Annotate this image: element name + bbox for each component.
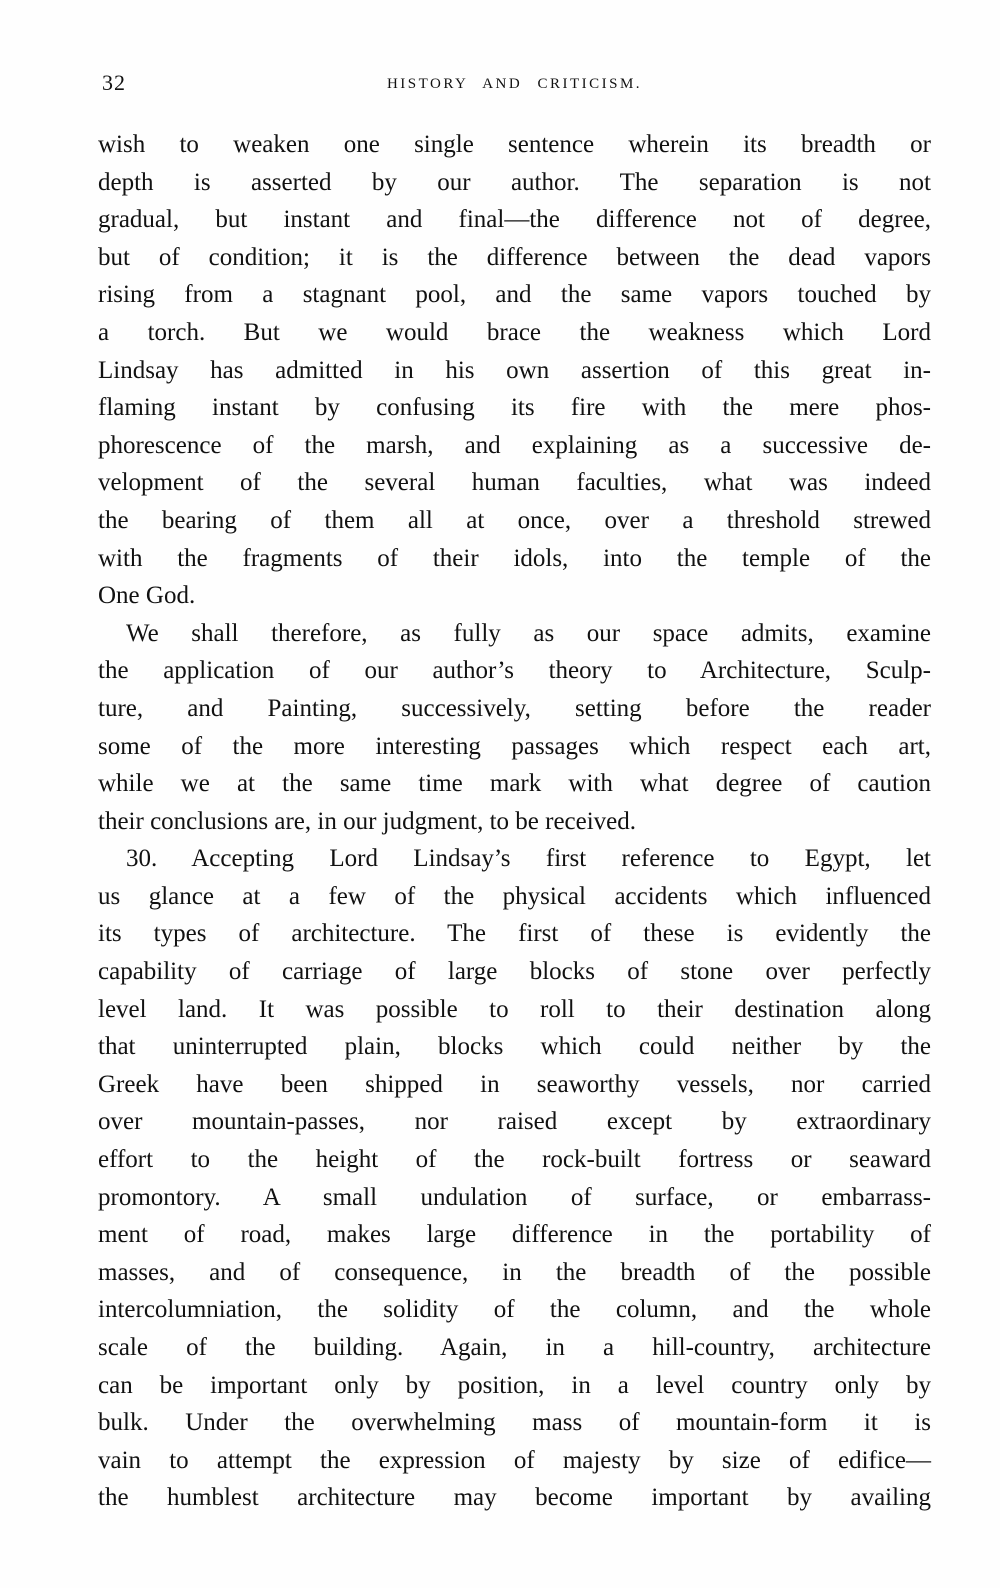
text-line: a torch. But we would brace the weakness which Lord (98, 318, 931, 346)
text-line: us glance at a few of the physical accidents which influenced (98, 882, 931, 910)
text-line: 30. Accepting Lord Lindsay’s first reference to Egypt, let (126, 845, 931, 873)
text-line: masses, and of consequence, in the breadth of the possible (98, 1258, 931, 1286)
text-line: the bearing of them all at once, over a threshold strewed (98, 506, 931, 534)
text-line: wish to weaken one single sentence wherein its breadth or (98, 131, 931, 158)
text-line: the application of our author’s theory to Architecture, Sculp- (98, 657, 931, 685)
text-line: can be important only by position, in a level country only by (98, 1371, 931, 1399)
text-line: effort to the height of the rock-built fortress or seaward (98, 1146, 931, 1174)
text-line: Lindsay has admitted in his own assertion of this great in- (98, 356, 931, 384)
text-line: but of condition; it is the difference between the dead vapors (98, 243, 931, 271)
text-line: velopment of the several human faculties, what was indeed (98, 469, 931, 497)
text-line: rising from a stagnant pool, and the same vapors touched by (98, 281, 931, 309)
text-line: bulk. Under the overwhelming mass of mountain-form it is (98, 1409, 931, 1437)
text-line: scale of the building. Again, in a hill-country, architecture (98, 1334, 931, 1361)
text-line: We shall therefore, as fully as our space admits, examine (126, 619, 931, 647)
text-line: their conclusions are, in our judgment, to be received. (98, 807, 637, 835)
text-line: ture, and Painting, successively, setting before the reader (98, 694, 931, 722)
paragraph (98, 126, 931, 615)
paragraph (98, 615, 931, 841)
text-line: phorescence of the marsh, and explaining as a successive de- (98, 431, 931, 459)
text-line: while we at the same time mark with what degree of caution (98, 770, 931, 798)
text-line: depth is asserted by our author. The separation is not (98, 168, 931, 196)
text-line: One God. (98, 582, 196, 610)
text-line: vain to attempt the expression of majesty by size of edifice— (98, 1446, 931, 1474)
running-header: HISTORY AND CRITICISM. (386, 76, 643, 92)
text-line: ment of road, makes large difference in the portability of (98, 1221, 931, 1249)
text-line: the humblest architecture may become important by availing (98, 1484, 931, 1512)
paragraph (98, 840, 931, 1517)
text-line: Greek have been shipped in seaworthy vessels, nor carried (98, 1070, 931, 1098)
text-line: level land. It was possible to roll to their destination along (98, 995, 931, 1023)
page-number: 32 (102, 70, 126, 95)
text-line: gradual, but instant and final—the difference not of degree, (98, 206, 931, 234)
page-header (98, 70, 931, 100)
text-line: intercolumniation, the solidity of the column, and the whole (98, 1296, 931, 1324)
text-block (98, 0, 931, 1517)
text-line: some of the more interesting passages which respect each art, (98, 732, 931, 760)
text-line: with the fragments of their idols, into the temple of the (98, 544, 931, 572)
text-line: promontory. A small undulation of surface, or embarrass- (98, 1183, 931, 1211)
text-line: flaming instant by confusing its fire with the mere phos- (98, 394, 931, 422)
text-line: over mountain-passes, nor raised except by extraordinary (98, 1108, 931, 1136)
text-line: capability of carriage of large blocks of stone over perfectly (98, 958, 931, 986)
text-line: that uninterrupted plain, blocks which could neither by the (98, 1033, 931, 1061)
page-body (98, 126, 931, 1517)
text-line: its types of architecture. The first of these is evidently the (98, 920, 931, 948)
